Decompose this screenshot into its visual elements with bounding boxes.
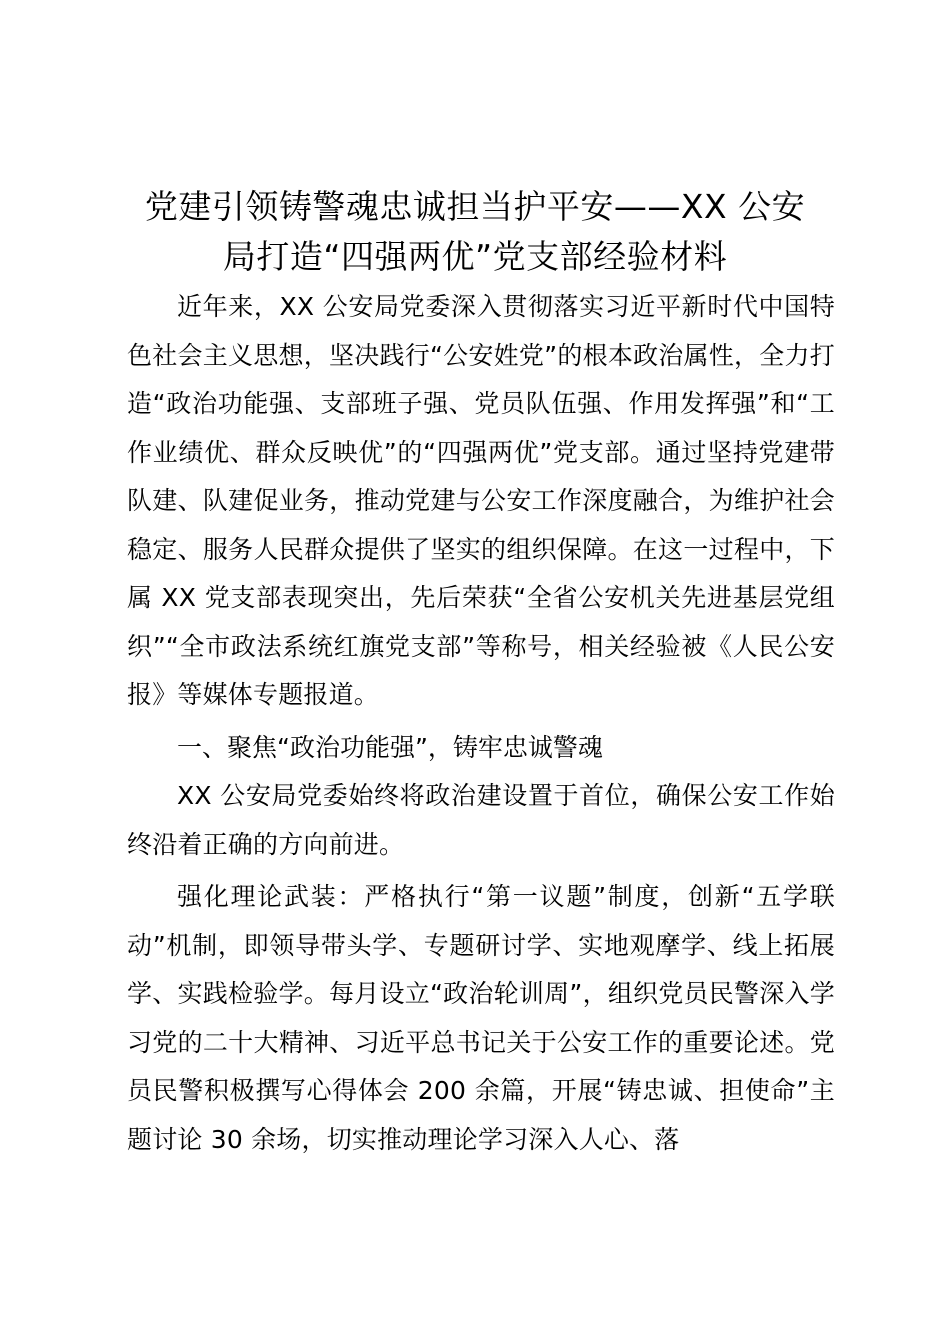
title-line-1: 党建引领铸警魂忠诚担当护平安——XX 公安	[144, 187, 806, 226]
section-1-paragraph-2: 强化理论武装：严格执行“第一议题”制度，创新“五学联动”机制，即领导带头学、专题研讨学、实地观摩学、线上拓展学、实践检验学。每月设立“政治轮训周”，组织党员民警深入学习党的二十大精神、习近平总书记关于公安工作的重要论述。党员民警积极撰写心得体会 200 余篇，开展“铸忠诚、担使命”主题讨论 30 余场，切实推动理论学习深入人心、落	[127, 882, 835, 1154]
title-line-2: 局打造“四强两优”党支部经验材料	[222, 237, 728, 276]
document-title	[110, 182, 840, 282]
intro-paragraph: 近年来，XX 公安局党委深入贯彻落实习近平新时代中国特色社会主义思想，坚决践行“公安姓党”的根本政治属性，全力打造“政治功能强、支部班子强、党员队伍强、作用发挥强”和“工作业绩优、群众反映优”的“四强两优”党支部。通过坚持党建带队建、队建促业务，推动党建与公安工作深度融合，为维护社会稳定、服务人民群众提供了坚实的组织保障。在这一过程中，下属 XX 党支部表现突出，先后荣获“全省公安机关先进基层党组织”“全市政法系统红旗党支部”等称号，相关经验被《人民公安报》等媒体专题报道。	[127, 292, 835, 709]
section-1-paragraph-1: XX 公安局党委始终将政治建设置于首位，确保公安工作始终沿着正确的方向前进。	[127, 781, 835, 859]
document-body	[127, 283, 835, 1164]
section-1-heading: 一、聚焦“政治功能强”，铸牢忠诚警魂	[177, 732, 603, 762]
